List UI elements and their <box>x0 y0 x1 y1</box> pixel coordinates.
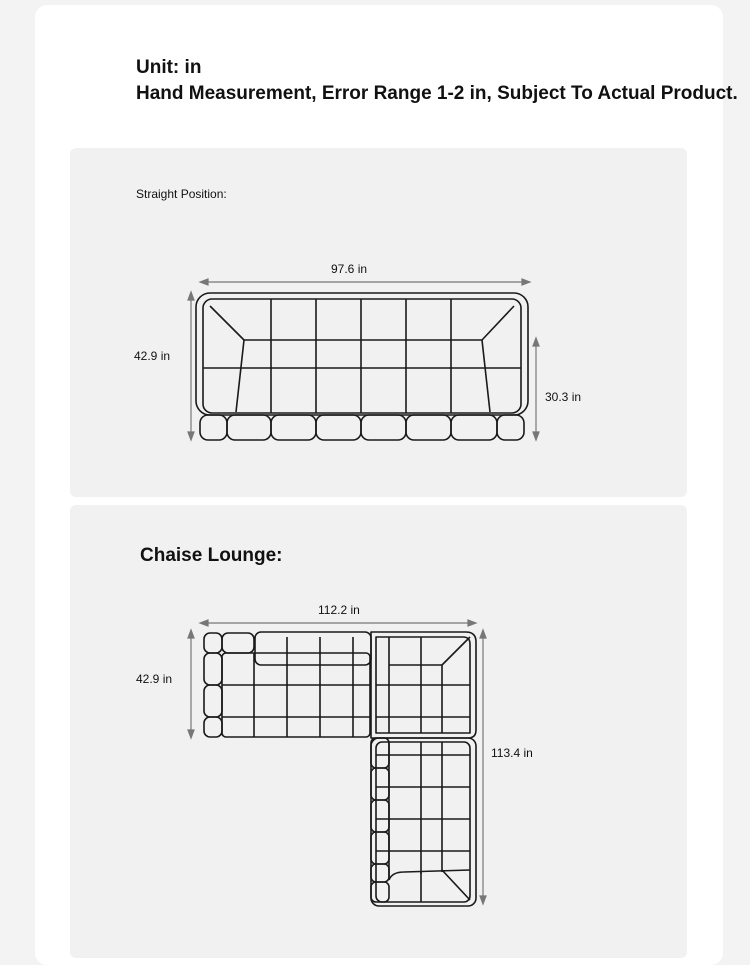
chaise-depth-label: 42.9 in <box>136 672 173 686</box>
chaise-width-label: 112.2 in <box>318 603 360 617</box>
straight-back-height-label: 30.3 in <box>545 390 582 404</box>
unit-label: Unit: in <box>136 57 202 78</box>
straight-depth-label: 42.9 in <box>134 349 171 363</box>
chaise-sofa-outline <box>204 632 476 906</box>
chaise-length-dimension <box>480 630 486 904</box>
straight-width-label: 97.6 in <box>331 262 368 276</box>
chaise-width-dimension <box>200 620 476 626</box>
chaise-length-label: 113.4 in <box>491 746 533 760</box>
measurement-note: Hand Measurement, Error Range 1-2 in, Subject To Actual Product. <box>136 83 738 104</box>
straight-position-title: Straight Position: <box>136 187 227 201</box>
chaise-lounge-title: Chaise Lounge: <box>140 545 283 566</box>
chaise-depth-dimension <box>188 630 194 738</box>
